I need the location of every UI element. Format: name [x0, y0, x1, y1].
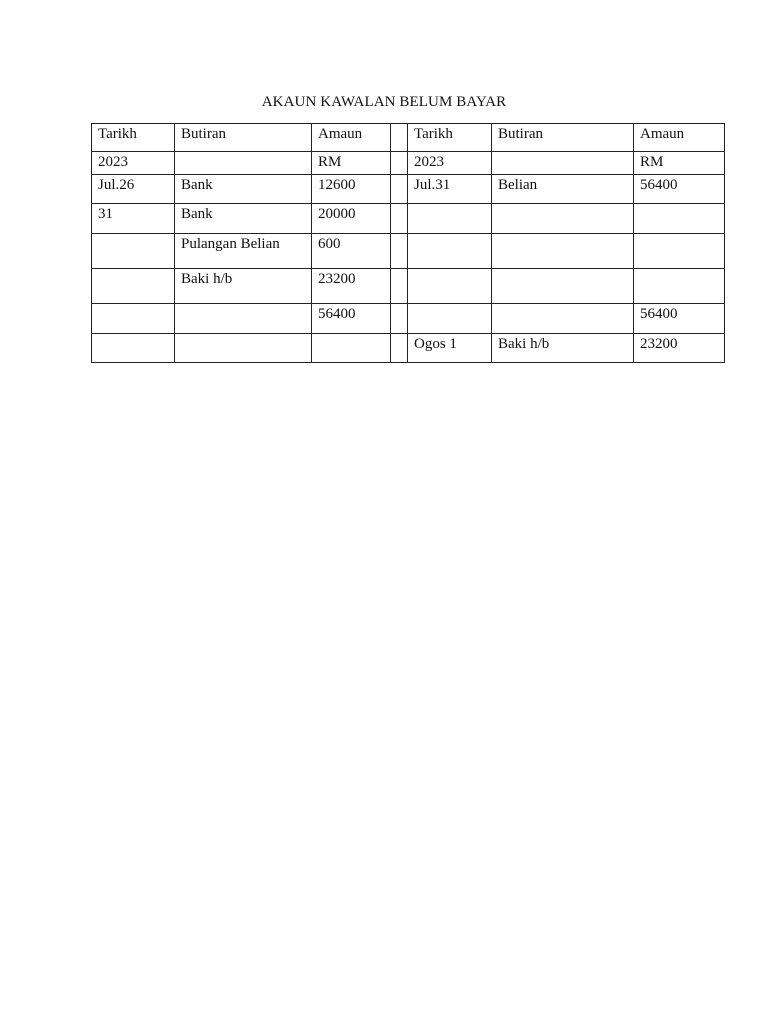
- debit-amount-cell: [312, 334, 391, 363]
- separator-cell: [391, 334, 408, 363]
- debit-amount-cell: 23200: [312, 269, 391, 304]
- debit-date-cell: 2023: [92, 152, 175, 175]
- debit-desc-cell: Bank: [175, 175, 312, 204]
- credit-date-cell: 2023: [408, 152, 492, 175]
- totals-row: [92, 304, 725, 334]
- debit-date-cell: [92, 234, 175, 269]
- debit-desc-header: Butiran: [175, 124, 312, 152]
- credit-date-cell: Jul.31: [408, 175, 492, 204]
- debit-date-cell: [92, 334, 175, 363]
- debit-date-cell: [92, 304, 175, 334]
- separator-cell: [391, 269, 408, 304]
- credit-date-cell: [408, 204, 492, 234]
- debit-amount-cell: 20000: [312, 204, 391, 234]
- ledger-table: [91, 123, 725, 363]
- credit-amount-cell: RM: [634, 152, 725, 175]
- credit-date-cell: [408, 304, 492, 334]
- separator-cell: [391, 152, 408, 175]
- debit-desc-cell: [175, 152, 312, 175]
- debit-date-cell: [92, 269, 175, 304]
- separator-cell: [391, 234, 408, 269]
- credit-desc-cell: [492, 152, 634, 175]
- table-row: [92, 234, 725, 269]
- credit-desc-cell: Belian: [492, 175, 634, 204]
- credit-amount-cell: [634, 269, 725, 304]
- credit-date-cell: [408, 234, 492, 269]
- credit-date-cell: [408, 269, 492, 304]
- debit-desc-cell: Bank: [175, 204, 312, 234]
- credit-desc-header: Butiran: [492, 124, 634, 152]
- debit-desc-cell: Baki h/b: [175, 269, 312, 304]
- document-title: AKAUN KAWALAN BELUM BAYAR: [261, 94, 507, 110]
- debit-amount-cell: 600: [312, 234, 391, 269]
- credit-desc-cell: [492, 304, 634, 334]
- debit-date-header: Tarikh: [92, 124, 175, 152]
- credit-amount-cell: 56400: [634, 175, 725, 204]
- header-row: [92, 124, 725, 152]
- table-row: [92, 175, 725, 204]
- debit-desc-cell: Pulangan Belian: [175, 234, 312, 269]
- table-row: [92, 269, 725, 304]
- separator-cell: [391, 124, 408, 152]
- credit-desc-cell: [492, 269, 634, 304]
- debit-desc-cell: [175, 334, 312, 363]
- separator-cell: [391, 175, 408, 204]
- debit-date-cell: 31: [92, 204, 175, 234]
- credit-amount-header: Amaun: [634, 124, 725, 152]
- credit-desc-cell: [492, 234, 634, 269]
- debit-desc-cell: [175, 304, 312, 334]
- separator-cell: [391, 304, 408, 334]
- table-row: [92, 204, 725, 234]
- credit-desc-cell: [492, 204, 634, 234]
- debit-total-cell: 56400: [312, 304, 391, 334]
- separator-cell: [391, 204, 408, 234]
- debit-amount-header: Amaun: [312, 124, 391, 152]
- credit-desc-cell: Baki h/b: [492, 334, 634, 363]
- debit-date-cell: Jul.26: [92, 175, 175, 204]
- table-row: [92, 152, 725, 175]
- balance-row: [92, 334, 725, 363]
- credit-total-cell: 56400: [634, 304, 725, 334]
- debit-amount-cell: RM: [312, 152, 391, 175]
- credit-date-cell: Ogos 1: [408, 334, 492, 363]
- credit-amount-cell: [634, 204, 725, 234]
- credit-amount-cell: 23200: [634, 334, 725, 363]
- debit-amount-cell: 12600: [312, 175, 391, 204]
- credit-date-header: Tarikh: [408, 124, 492, 152]
- credit-amount-cell: [634, 234, 725, 269]
